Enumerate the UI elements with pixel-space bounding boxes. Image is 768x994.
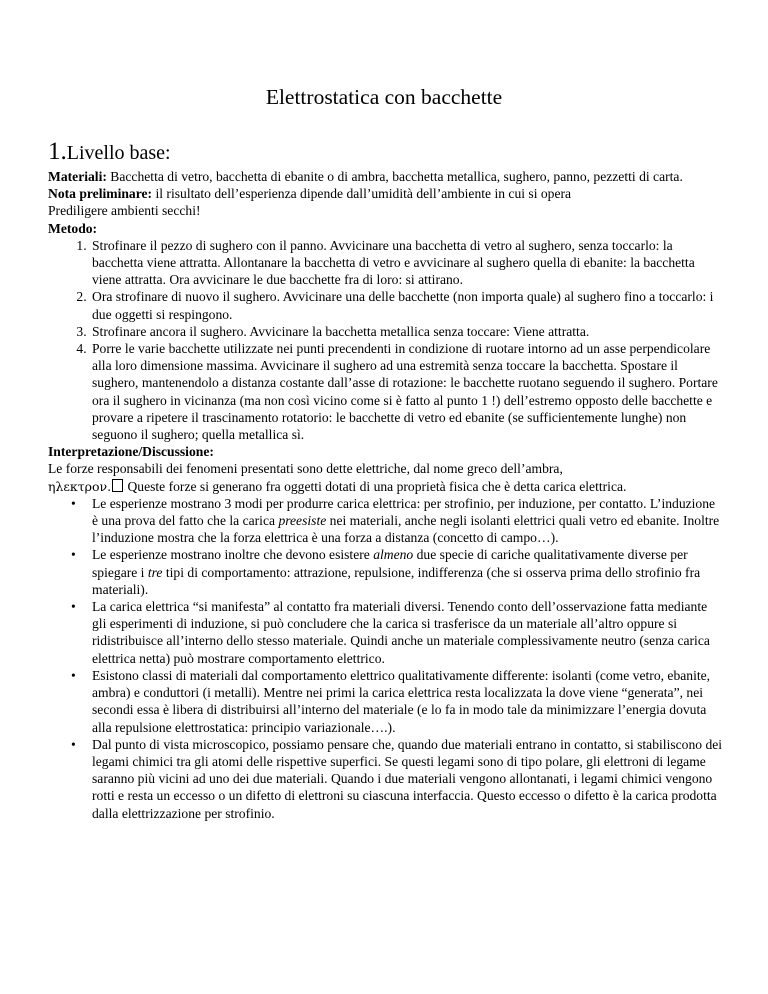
bullet-text: Dal punto di vista microscopico, possiamo pensare che, quando due materiali entrano in contatto, si stabiliscono dei legami chimici tra gli atomi delle rispettive superfici. Se questi legami sono di tipo polare, gli elettroni di legame saranno più vicini ad uno dei due materiali. Quando i due materiali vengono allontanati, i legami chimici vengono rotti e resta un eccesso o un difetto di elettroni su ciascuna interfaccia. Questo eccesso o difetto è la carica prodotta dalla elettrizzazione per strofinio.: [92, 736, 723, 821]
note-paragraph: [48, 185, 724, 202]
materials-paragraph: [48, 168, 724, 185]
interpretation-intro-b: Queste forze si generano fra oggetti dotati di una proprietà fisica che è detta carica elettrica.: [124, 478, 627, 494]
document-body: [48, 168, 724, 822]
bullet-icon: •: [71, 599, 76, 615]
page-title: Elettrostatica con bacchette: [265, 85, 503, 109]
method-step: 1. Strofinare il pezzo di sughero con il panno. Avvicinare una bacchetta di vetro al sughero, senza toccarlo: la bacchetta viene attratta. Allontanare la bacchetta di vetro e avvicinare al sughero quella di ebanite: la bacchetta viene attratta. Ora avvicinare le due bacchette fra di loro: si attirano.: [90, 237, 724, 289]
interpretation-label: Interpretazione/Discussione:: [48, 444, 214, 460]
bullet-icon: •: [71, 736, 76, 752]
bullet-text: nei materiali, anche negli isolanti elettrici quali vetro ed ebanite. Inoltre l’induzione mostra che la forza elettrica è una forza a distanza (concetto di campo…).: [92, 513, 720, 546]
bullet-text: Le esperienze mostrano 3 modi per produrre carica elettrica: per strofinio, per induzione, per contatto. L’induzione è una prova del fatto che la carica: [92, 495, 716, 529]
method-step: 2. Ora strofinare di nuovo il sughero. Avvicinare una delle bacchette (non importa quale) al sughero fino a toccarlo: i due oggetti si respingono.: [90, 288, 724, 322]
bullet-text: La carica elettrica “si manifesta” al contatto fra materiali diversi. Tenendo conto dell’osservazione fatta mediante gli esperimenti di induzione, si può concludere che la carica si trasferisce da un materiale all’altro oppure si ridistribuisce all’interno dello stesso materiale. Quindi anche un materiale complessivamente neutro (senza carica elettrica netta) può mostrare comportamento elettrico.: [92, 599, 710, 666]
bullet-icon: •: [71, 547, 76, 563]
interpretation-intro: [48, 460, 724, 494]
interpretation-bullets: [48, 495, 724, 822]
materials-text: Bacchetta di vetro, bacchetta di ebanite o di ambra, bacchetta metallica, sughero, panno, pezzetti di carta.: [106, 169, 683, 184]
method-step: 3. Strofinare ancora il sughero. Avvicinare la bacchetta metallica senza toccare: Viene attratta.: [90, 323, 724, 340]
bullet-emphasis: almeno: [373, 547, 414, 563]
section-heading: [48, 140, 171, 165]
section-number: 1.: [48, 138, 67, 165]
method-label: Metodo:: [48, 220, 98, 236]
bullet-text: Esistono classi di materiali dal comportamento elettrico qualitativamente differente: isolanti (come vetro, ebanite, ambra) e conduttori (i metalli). Mentre nei primi la carica elettrica resta localizzata la dove viene “generata”, nei secondi essa è libera di distribuirsi all’interno del materiale (e lo fa in modo tale da minimizzare l’energia dovuta alla repulsione elettrostatica: principio variazionale….).: [92, 667, 711, 735]
method-steps-list: [48, 237, 724, 443]
bullet-item: [71, 495, 724, 547]
bullet-emphasis: tre: [147, 564, 163, 580]
bullet-text: Le esperienze mostrano inoltre che devono esistere: [92, 547, 374, 563]
note-line-2: Prediligere ambienti secchi!: [48, 203, 201, 219]
note-label: Nota preliminare:: [48, 186, 153, 202]
interpretation-intro-a: Le forze responsabili dei fenomeni presentati sono dette elettriche, dal nome greco dell’ambra,: [48, 461, 563, 477]
method-paragraph: [48, 220, 724, 237]
interpretation-heading: [48, 443, 724, 460]
bullet-item: [71, 667, 724, 736]
bullet-item: [71, 546, 724, 598]
bullet-item: [71, 736, 724, 822]
bullet-item: [71, 598, 724, 667]
bullet-icon: •: [71, 495, 76, 511]
bullet-text: due specie di cariche qualitativamente diverse per spiegare i: [92, 547, 688, 580]
greek-word: ηλεκτρον.: [48, 478, 112, 494]
bullet-emphasis: preesiste: [278, 513, 327, 529]
materials-label: Materiali:: [48, 169, 107, 184]
method-step: 4. Porre le varie bacchette utilizzate nei punti precendenti in condizione di ruotare intorno ad un asse perpendicolare alla loro dimensione massima. Avvicinare il sughero ad una estremità senza toccare la bacchetta. Spostare il sughero, mantenendolo a distanza costante dall’asse di rotazione: le bacchette ruotano seguendo il sughero. Portare ora il sughero in vicinanza (ma non così vicino come si è fatto al punto 1 !) dell’estremo opposto delle bacchette e provare a ripetere il trascinamento rotatorio: le bacchette di vetro ed ebanite (se sufficientemente lunghe) non seguono il sughero; quella metallica sì.: [90, 340, 724, 443]
missing-glyph-icon: [112, 479, 123, 492]
bullet-text: tipi di comportamento: attrazione, repulsione, indifferenza (che si osserva prima dello strofinio fra materiali).: [92, 564, 701, 597]
section-label: Livello base:: [66, 142, 171, 164]
note-text: il risultato dell’esperienza dipende dall’umidità dell’ambiente in cui si opera: [152, 186, 572, 202]
bullet-icon: •: [71, 667, 76, 683]
